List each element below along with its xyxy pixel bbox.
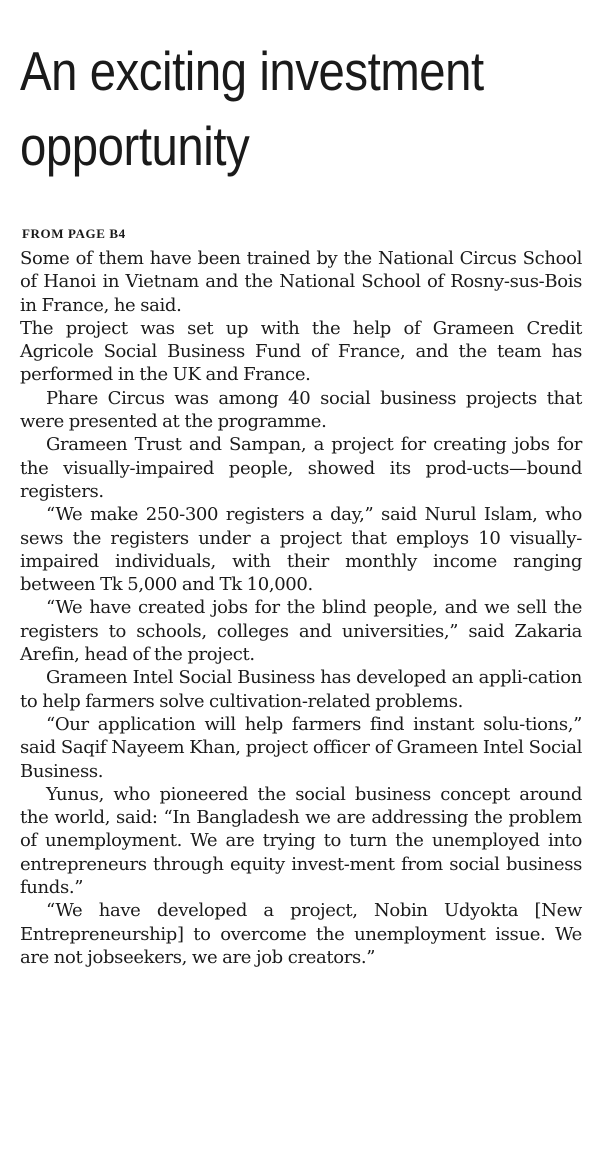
headline-line-2: opportunity	[20, 115, 250, 177]
paragraph: Yunus, who pioneered the social business concept around the world, said: “In Bangladesh we are addressing the problem of unemployment. We are trying to turn the unemployed into entrepreneurs through equity invest-ment from social business funds.”	[20, 783, 582, 899]
paragraph: The project was set up with the help of Grameen Credit Agricole Social Business Fund of France, and the team has performed in the UK and France.	[20, 317, 582, 386]
paragraph: Grameen Intel Social Business has developed an appli-cation to help farmers solve cultivation-related problems.	[20, 667, 582, 712]
continued-from-label: FROM PAGE B4	[22, 226, 126, 241]
paragraph: “We have developed a project, Nobin Udyokta [New Entrepreneurship] to overcome the unemployment issue. We are not jobseekers, we are job creators.”	[20, 900, 582, 968]
article-body	[20, 247, 582, 969]
paragraph: “We have created jobs for the blind people, and we sell the registers to schools, colleges and universities,” said Zakaria Arefin, head of the project.	[20, 597, 582, 666]
paragraph: Some of them have been trained by the National Circus School of Hanoi in Vietnam and the National School of Rosny-sus-Bois in France, he said.	[20, 248, 582, 316]
paragraph: “We make 250-300 registers a day,” said Nurul Islam, who sews the registers under a project that employs 10 visually-impaired individuals, with their monthly income ranging between Tk 5,000 and Tk 10,000.	[20, 504, 582, 596]
paragraph: “Our application will help farmers find instant solu-tions,” said Saqif Nayeem Khan, project officer of Grameen Intel Social Business.	[20, 713, 582, 782]
headline-line-1: An exciting investment	[20, 40, 484, 102]
paragraph: Phare Circus was among 40 social business projects that were presented at the programme.	[20, 387, 582, 433]
headline	[20, 34, 515, 184]
paragraph: Grameen Trust and Sampan, a project for creating jobs for the visually-impaired people, showed its prod-ucts—bound registers.	[20, 434, 582, 502]
